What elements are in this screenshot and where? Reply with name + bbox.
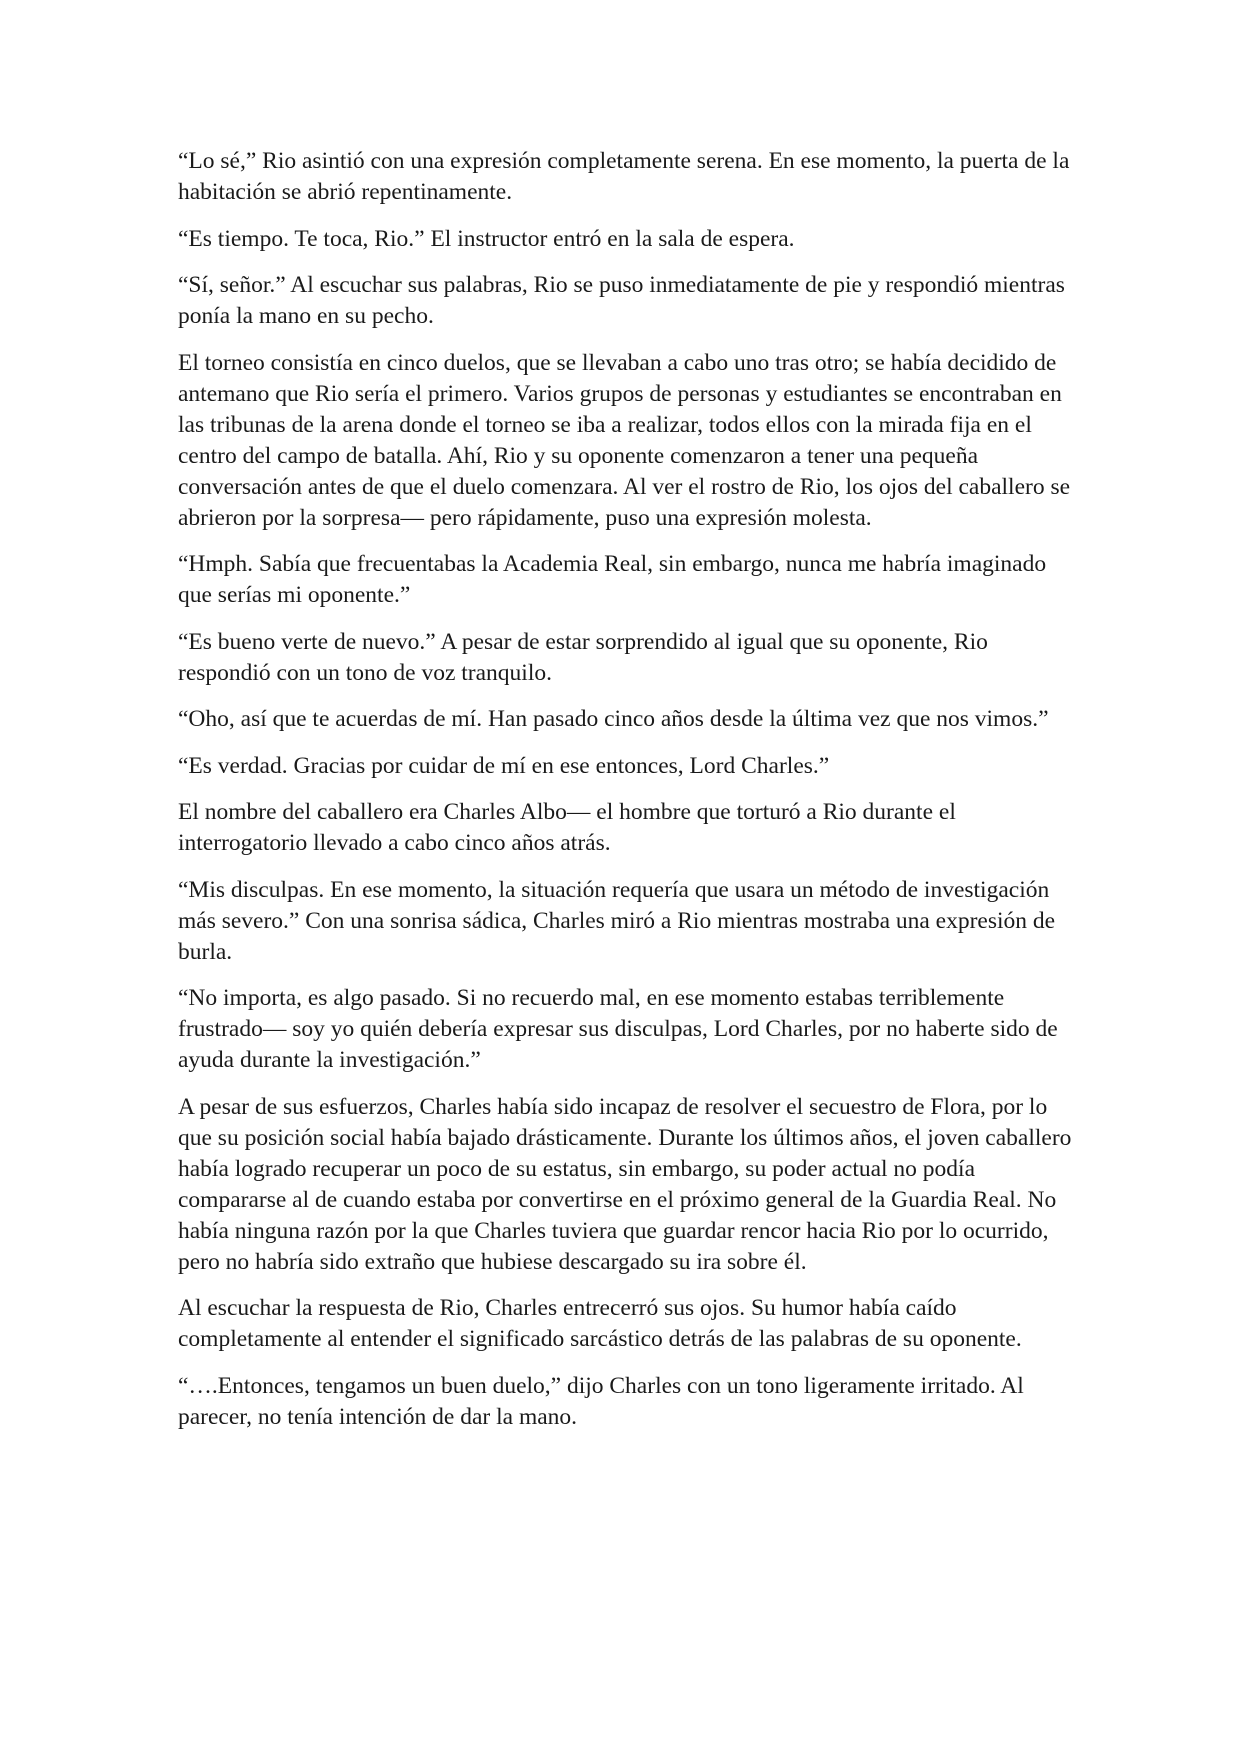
paragraph: El nombre del caballero era Charles Albo— el hombre que torturó a Rio durante el interrogatorio llevado a cabo cinco años atrás.: [178, 799, 956, 856]
paragraph: “Es tiempo. Te toca, Rio.” El instructor entró en la sala de espera.: [178, 225, 795, 252]
paragraph: “Oho, así que te acuerdas de mí. Han pasado cinco años desde la última vez que nos vimos.”: [178, 706, 1049, 732]
paragraph: “Es bueno verte de nuevo.” A pesar de estar sorprendido al igual que su oponente, Rio respondió con un tono de voz tranquilo.: [178, 628, 988, 686]
paragraph: “….Entonces, tengamos un buen duelo,” dijo Charles con un tono ligeramente irritado. Al parecer, no tenía intención de dar la mano.: [178, 1372, 1024, 1430]
paragraph: El torneo consistía en cinco duelos, que se llevaban a cabo uno tras otro; se había decidido de antemano que Rio sería el primero. Varios grupos de personas y estudiantes se encontraban en las tribunas de la arena donde el torneo se iba a realizar, todos ellos con la mirada fija en el centro del campo de batalla. Ahí, Rio y su oponente comenzaron a tener una pequeña conversación antes de que el duelo comenzara. Al ver el rostro de Rio, los ojos del caballero se abrieron por la sorpresa— pero rápidamente, puso una expresión molesta.: [178, 349, 1071, 531]
paragraph: “Es verdad. Gracias por cuidar de mí en ese entonces, Lord Charles.”: [178, 752, 830, 779]
paragraph: Al escuchar la respuesta de Rio, Charles entrecerró sus ojos. Su humor había caído completamente al entender el significado sarcástico detrás de las palabras de su oponente.: [178, 1295, 1022, 1352]
paragraph: “Sí, señor.” Al escuchar sus palabras, Rio se puso inmediatamente de pie y respondió mientras ponía la mano en su pecho.: [178, 272, 1065, 329]
paragraph: “Lo sé,” Rio asintió con una expresión completamente serena. En ese momento, la puerta de la habitación se abrió repentinamente.: [178, 148, 1070, 205]
paragraph: A pesar de sus esfuerzos, Charles había sido incapaz de resolver el secuestro de Flora, por lo que su posición social había bajado drásticamente. Durante los últimos años, el joven caballero había logrado recuperar un poco de su estatus, sin embargo, su poder actual no podía compararse al de cuando estaba por convertirse en el próximo general de la Guardia Real. No había ninguna razón por la que Charles tuviera que guardar rencor hacia Rio por lo ocurrido, pero no habría sido extraño que hubiese descargado su ira sobre él.: [178, 1093, 1072, 1275]
document-body: [178, 146, 1076, 1448]
paragraph: “No importa, es algo pasado. Si no recuerdo mal, en ese momento estabas terriblemente frustrado— soy yo quién debería expresar sus disculpas, Lord Charles, por no haberte sido de ayuda durante la investigación.”: [178, 985, 1058, 1073]
paragraph: “Hmph. Sabía que frecuentabas la Academia Real, sin embargo, nunca me habría imaginado que serías mi oponente.”: [178, 551, 1047, 608]
paragraph: “Mis disculpas. En ese momento, la situación requería que usara un método de investigación más severo.” Con una sonrisa sádica, Charles miró a Rio mientras mostraba una expresión de burla.: [178, 876, 1056, 965]
